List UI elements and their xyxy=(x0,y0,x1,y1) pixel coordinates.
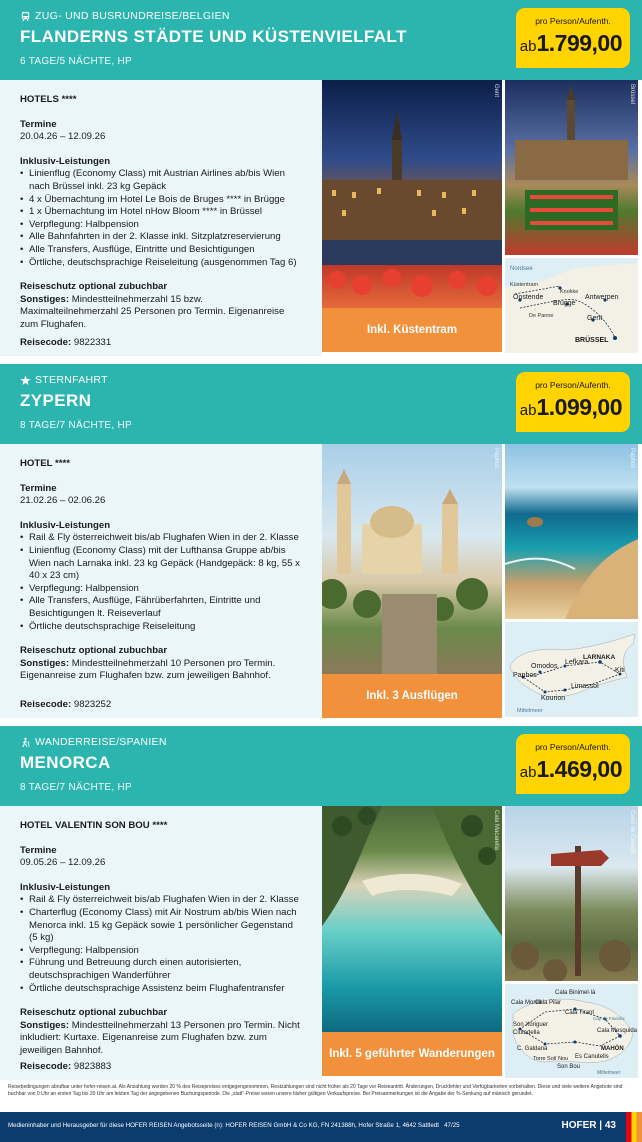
hiking-icon xyxy=(20,737,31,748)
offer-category-text: STERNFAHRT xyxy=(35,374,108,386)
highlight-badge: Inkl. Küstentram xyxy=(322,308,502,352)
inclusions-list xyxy=(20,532,302,633)
map-city: C. Galdana xyxy=(517,1046,548,1052)
photo-brussels xyxy=(505,80,638,255)
code-value: 9823252 xyxy=(73,699,112,710)
imprint xyxy=(8,1122,460,1129)
list-item: • 1 x Übernachtung im Hotel nHow Bloom **** in Brüssel xyxy=(20,206,302,219)
list-item: • Örtliche deutschsprachige Assistenz beim Flughafentransfer xyxy=(20,983,302,996)
map-city: Cala Tirant xyxy=(565,1010,595,1016)
offer-details xyxy=(0,80,322,356)
map-city: MAHÓN xyxy=(601,1046,624,1052)
offer-subtitle: 8 TAGE/7 NÄCHTE, HP xyxy=(20,420,133,431)
offer-title: ZYPERN xyxy=(20,391,92,410)
price-amount: 1.469,00 xyxy=(536,756,622,782)
brand-stripes xyxy=(626,1112,642,1142)
list-item: • Örtliche deutschsprachige Reiseleitung xyxy=(20,621,302,634)
list-item: • Verpflegung: Halbpension xyxy=(20,583,302,596)
dates-label: Termine xyxy=(20,844,57,856)
misc-info xyxy=(20,1020,302,1058)
list-item: • Führung und Betreuung durch einen autorisierten, deutschsprachigen Wanderführer xyxy=(20,957,302,982)
page-number: 43 xyxy=(604,1120,616,1131)
photo-caption: Brüssel xyxy=(629,84,635,105)
photo-cami-de-cavalls xyxy=(505,806,638,981)
price-badge xyxy=(516,734,630,794)
hotel-rating: HOTEL VALENTIN SON BOU **** xyxy=(20,820,168,831)
misc-label: Sonstiges: xyxy=(20,657,70,669)
route-map xyxy=(505,984,638,1078)
map-city: Cala Pilar xyxy=(535,1000,562,1006)
list-item: • Alle Transfers, Ausflüge, Fährüberfahrten, Eintritte und Besichtigungen lt. Reiseverlauf xyxy=(20,595,302,620)
map-city: Cala Morell xyxy=(511,1000,542,1006)
code-label: Reisecode: xyxy=(20,337,72,348)
list-item: • Alle Transfers, Ausflüge, Eintritte und Besichtigungen xyxy=(20,244,302,257)
issue-number: 47/25 xyxy=(444,1122,460,1129)
misc-text: Mindestteilnehmerzahl 10 Personen pro Termin. Eigenanreise zum Flughafen bzw. zum jeweiligen Bahnhof. xyxy=(20,657,276,682)
inclusions-list xyxy=(20,894,302,995)
map-sea-label: Mittelmeer xyxy=(517,708,543,714)
misc-label: Sonstiges: xyxy=(20,293,70,305)
map-city: Antwerpen xyxy=(585,294,619,301)
map-city: Kourion xyxy=(541,695,566,702)
map-city: Omodos xyxy=(531,663,558,670)
list-item: • Verpflegung: Halbpension xyxy=(20,219,302,232)
map-city: Brügge xyxy=(553,300,576,307)
map-belgium xyxy=(505,258,638,353)
map-city: Es Canutells xyxy=(575,1054,609,1060)
highlight-badge: Inkl. 5 geführter Wanderungen xyxy=(322,1032,502,1076)
offer-category xyxy=(20,10,230,22)
dates: 21.02.26 – 02.06.26 xyxy=(20,495,106,507)
travel-code xyxy=(20,337,111,348)
photo-caption: Paphos xyxy=(493,448,499,469)
photo-church-art xyxy=(322,444,502,674)
map-city: De Panne xyxy=(529,313,554,319)
brand-name: HOFER xyxy=(561,1120,597,1131)
inclusions-label: Inklusiv-Leistungen xyxy=(20,519,111,531)
price-prefix: ab xyxy=(519,38,537,55)
map-cyprus xyxy=(505,622,638,717)
map-city: Ciutadella xyxy=(513,1030,540,1036)
price-badge xyxy=(516,372,630,432)
map-city: Gent xyxy=(587,315,603,322)
offer-details xyxy=(0,806,322,1080)
protection-note: Reiseschutz optional zubuchbar xyxy=(20,281,168,293)
map-city: Kiti xyxy=(615,667,625,674)
map-city: Paphos xyxy=(513,672,537,679)
brand-page: HOFER | 43 xyxy=(561,1120,616,1131)
offer-header xyxy=(0,726,642,806)
list-item: • Rail & Fly österreichweit bis/ab Flughafen Wien in der 2. Klasse xyxy=(20,894,302,907)
star-route-icon xyxy=(20,375,31,386)
price-amount: 1.799,00 xyxy=(536,30,622,56)
highlight-badge: Inkl. 3 Ausflügen xyxy=(322,674,502,718)
legal-notice: Reisebedingungen abrufbar unter hofer-reisen.at. Als Anzahlung werden 20 % des Reisepreises entgegengenommen, Restzahlungen sind nicht früher als 20 Tage vor Reiseantritt. Änderungen, Druckfehler und Verfügbarkeiten vorbehalten. Diese und viele weitere Angebote sind buchbar von 0 Uhr an ersten Tag bis 20 Uhr am letzten Tag der angegebenen Buchungsperiode. Die „statt“-Preise waren unsere bisher gültigen Verkaufspreise. Bei Preisanmerkungen ist die Angabe der %-Senkung auf mänisch gerundet. xyxy=(8,1084,623,1097)
misc-label: Sonstiges: xyxy=(20,1019,70,1031)
map-city: Son Bou xyxy=(557,1064,581,1070)
map-city: LARNAKA xyxy=(583,654,616,661)
price-label: pro Person/Aufenth. xyxy=(535,380,611,390)
map-city: Cala Mesquida xyxy=(597,1028,638,1034)
map-menorca xyxy=(505,984,638,1078)
price-amount: 1.099,00 xyxy=(536,394,622,420)
misc-info xyxy=(20,658,302,683)
map-city: Limassol xyxy=(571,683,599,690)
travel-code xyxy=(20,1061,111,1072)
list-item: • 4 x Übernachtung im Hotel Le Bois de Bruges **** in Brügge xyxy=(20,194,302,207)
map-city: Oostende xyxy=(513,294,544,301)
photo-caption: Cala Macarella xyxy=(493,810,499,851)
map-city: Lefkara xyxy=(565,659,589,666)
map-city: Son Xoriguer xyxy=(513,1022,549,1028)
list-item: • Linienflug (Economy Class) mit Austrian Airlines ab/bis Wien nach Brüssel inkl. 23 kg Gepäck xyxy=(20,168,302,193)
photo-bay-art xyxy=(322,806,502,1032)
offer-belgium xyxy=(0,0,642,356)
photo-gent xyxy=(322,80,502,308)
list-item: • Örtliche, deutschsprachige Reiseleitung (ausgenommen Tag 6) xyxy=(20,257,302,270)
dates: 20.04.26 – 12.09.26 xyxy=(20,131,106,143)
photo-brussels-art xyxy=(505,80,638,255)
dates: 09.05.26 – 12.09.26 xyxy=(20,857,106,869)
route-map xyxy=(505,622,638,717)
imprint-bar xyxy=(0,1112,642,1142)
offer-subtitle: 8 TAGE/7 NÄCHTE, HP xyxy=(20,782,133,793)
inclusions-list xyxy=(20,168,302,269)
photo-coast-art xyxy=(505,444,638,619)
offer-category-text: WANDERREISE/SPANIEN xyxy=(35,736,167,748)
map-city: Torre Solí Nou xyxy=(533,1056,569,1062)
code-value: 9822331 xyxy=(73,337,112,348)
offer-details xyxy=(0,444,322,718)
photo-cala-macarella xyxy=(322,806,502,1032)
code-label: Reisecode: xyxy=(20,1061,72,1072)
code-value: 9823883 xyxy=(73,1061,112,1072)
map-sea-label: Nordsee xyxy=(510,266,533,272)
photo-caption: Camí de Cavalls xyxy=(629,810,635,855)
photo-paphos-coast xyxy=(505,444,638,619)
inclusions-label: Inklusiv-Leistungen xyxy=(20,881,111,893)
offer-cyprus xyxy=(0,364,642,718)
misc-text: Mindestteilnehmerzahl 15 bzw. Maximalteilnehmerzahl 25 Personen pro Termin. Eigenanreise zum Flughafen. xyxy=(20,293,285,330)
photo-signpost-art xyxy=(505,806,638,981)
hotel-rating: HOTEL **** xyxy=(20,458,70,469)
map-city: Cap de Favàritx xyxy=(593,1016,625,1021)
offer-menorca xyxy=(0,726,642,1080)
map-sea-label: Mittelmeer xyxy=(597,1070,621,1076)
offer-header xyxy=(0,364,642,444)
offer-title: MENORCA xyxy=(20,753,111,772)
photo-paphos-church xyxy=(322,444,502,674)
list-item: • Alle Bahnfahrten in der 2. Klasse inkl. Sitzplatzreservierung xyxy=(20,231,302,244)
dates-label: Termine xyxy=(20,118,57,130)
list-item: • Verpflegung: Halbpension xyxy=(20,945,302,958)
offer-category-text: ZUG- UND BUSRUNDREISE/BELGIEN xyxy=(35,10,230,22)
list-item: • Charterflug (Economy Class) mit Air Nostrum ab/bis Wien nach Menorca inkl. 15 kg Gepäck sowie 1 persönlicher Gegenstand (5 kg) xyxy=(20,907,302,945)
map-route-label: Küstentram xyxy=(510,282,539,288)
misc-info xyxy=(20,294,302,332)
photo-gent-art xyxy=(322,80,502,308)
photo-caption: Paphos xyxy=(629,448,635,469)
price-label: pro Person/Aufenth. xyxy=(535,16,611,26)
list-item: • Rail & Fly österreichweit bis/ab Flughafen Wien in der 2. Klasse xyxy=(20,532,302,545)
price-badge xyxy=(516,8,630,68)
offer-category xyxy=(20,736,167,748)
photo-caption: Gent xyxy=(493,84,499,98)
price-label: pro Person/Aufenth. xyxy=(535,742,611,752)
misc-text: Mindestteilnehmerzahl 13 Personen pro Termin. Nicht inkludiert: Kurtaxe. Eigenanreise zum Flughafen bzw. zum jeweiligen Bahnhof. xyxy=(20,1019,300,1056)
map-city: BRÜSSEL xyxy=(575,337,609,344)
travel-code xyxy=(20,699,111,710)
offer-category xyxy=(20,374,108,386)
inclusions-label: Inklusiv-Leistungen xyxy=(20,155,111,167)
map-city: Knokke xyxy=(560,289,579,295)
code-label: Reisecode: xyxy=(20,699,72,710)
protection-note: Reiseschutz optional zubuchbar xyxy=(20,1007,168,1019)
offer-subtitle: 6 TAGE/5 NÄCHTE, HP xyxy=(20,56,133,67)
price-prefix: ab xyxy=(519,402,537,419)
offer-header xyxy=(0,0,642,80)
offer-title: FLANDERNS STÄDTE UND KÜSTENVIELFALT xyxy=(20,27,407,46)
protection-note: Reiseschutz optional zubuchbar xyxy=(20,645,168,657)
price-prefix: ab xyxy=(519,764,537,781)
list-item: • Linienflug (Economy Class) mit der Lufthansa Gruppe ab/bis Wien nach Larnaka inkl. 23 kg Gepäck (Handgepäck: 8 kg, 55 x 40 x 23 cm) xyxy=(20,545,302,583)
imprint-text: Medieninhaber und Herausgeber für diese HOFER REISEN Angebotsseite (n): HOFER REISEN GmbH & Co KG, FN 241388h, Hofer Straße 1, 4642 Sattledt xyxy=(8,1122,439,1129)
route-map xyxy=(505,258,638,353)
map-city: Cala Binimel·là xyxy=(555,990,596,996)
dates-label: Termine xyxy=(20,482,57,494)
train-icon xyxy=(20,11,31,22)
hotel-rating: HOTELS **** xyxy=(20,94,77,105)
